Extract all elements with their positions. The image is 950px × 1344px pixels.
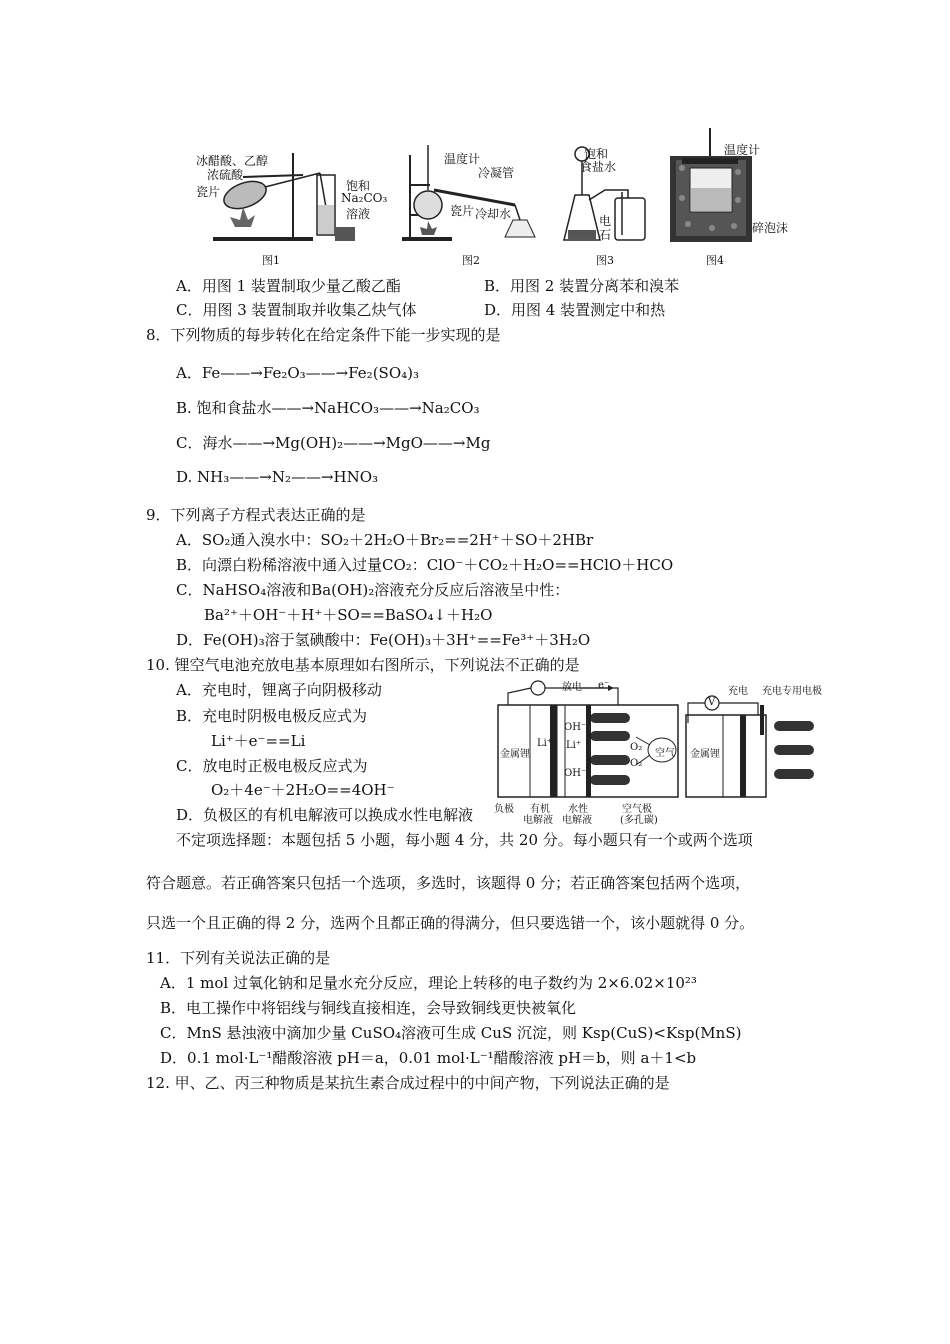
fig2-label-coolwater: 冷却水 — [475, 207, 512, 221]
battery-li-metal-label: 金属锂 — [500, 749, 530, 760]
fig1-label-na2co3: Na₂CO₃ — [341, 191, 388, 205]
battery-charge-label: 充电 — [728, 686, 748, 697]
q7-option-d: D．用图 4 装置测定中和热 — [484, 301, 666, 319]
fig1-label-porcelain: 瓷片 — [196, 185, 221, 199]
fig1-label-sat: 饱和 — [346, 179, 371, 193]
battery-neg-label: 负极 — [494, 804, 514, 815]
q8-stem: 8．下列物质的每步转化在给定条件下能一步实现的是 — [146, 326, 501, 344]
battery-o2-label-2: O₂ — [630, 758, 643, 769]
q8-option-d: D. NH₃——→N₂——→HNO₃ — [176, 468, 379, 486]
fig1-label-soln: 溶液 — [346, 207, 371, 221]
battery-porous-label: (多孔碳) — [620, 815, 658, 826]
instructions-line-1: 不定项选择题：本题包括 5 小题，每小题 4 分，共 20 分。每小题只有一个或两个选项 — [176, 831, 753, 849]
battery-o2-label-1: O₂ — [630, 742, 643, 753]
battery-electron-label: e⁻ — [598, 680, 610, 691]
q9-option-c-line2: Ba²⁺＋OH⁻＋H⁺＋SO==BaSO₄↓＋H₂O — [204, 606, 493, 624]
q9-stem: 9．下列离子方程式表达正确的是 — [146, 506, 366, 524]
fig1-label-acid: 浓硫酸 — [207, 168, 244, 182]
fig4-label-foam: 碎泡沫 — [752, 221, 789, 235]
battery-volt-label: V — [708, 697, 716, 708]
instructions-line-3: 只选一个且正确的得 2 分，选两个且都正确的得满分，但只要选错一个，该小题就得 0 分。 — [146, 914, 755, 932]
battery-air-label: 空气 — [655, 748, 675, 759]
battery-organic-label-2: 电解液 — [523, 815, 553, 826]
q10-option-b-line2: Li⁺＋e⁻==Li — [211, 732, 306, 750]
q7-option-b: B．用图 2 装置分离苯和溴苯 — [484, 277, 680, 295]
battery-discharge-label: 放电 — [562, 682, 582, 693]
instructions-line-2: 符合题意。若正确答案只包括一个选项，多选时，该题得 0 分；若正确答案包括两个选项， — [146, 874, 751, 892]
q11-option-a: A．1 mol 过氧化钠和足量水充分反应，理论上转移的电子数约为 2×6.02×10²³ — [160, 974, 697, 992]
q10-option-d: D．负极区的有机电解液可以换成水性电解液 — [176, 806, 474, 824]
battery-li-ion-label: Li⁺ — [537, 738, 553, 749]
fig4-label-thermometer: 温度计 — [724, 143, 761, 157]
fig2-label-condenser: 冷凝管 — [478, 166, 515, 180]
q8-option-b: B. 饱和食盐水——→NaHCO₃——→Na₂CO₃ — [176, 399, 480, 417]
fig3-label-brine: 食盐水 — [580, 160, 617, 174]
q9-option-a: A．SO₂通入溴水中：SO₂＋2H₂O＋Br₂==2H⁺＋SO＋2HBr — [176, 531, 594, 549]
q8-option-a: A．Fe——→Fe₂O₃——→Fe₂(SO₄)₃ — [176, 364, 420, 382]
q7-option-c: C．用图 3 装置制取并收集乙炔气体 — [176, 301, 417, 319]
q8-option-c: C．海水——→Mg(OH)₂——→MgO——→Mg — [176, 434, 491, 452]
q12-stem: 12. 甲、乙、丙三种物质是某抗生素合成过程中的中间产物，下列说法正确的是 — [146, 1074, 670, 1092]
fig1-caption: 图1 — [262, 254, 280, 267]
fig1-label-reagents: 冰醋酸、乙醇 — [196, 154, 269, 168]
q11-option-b: B．电工操作中将铝线与铜线直接相连，会导致铜线更快被氧化 — [160, 999, 577, 1017]
q9-option-b: B．向漂白粉稀溶液中通入过量CO₂：ClO⁻＋CO₂＋H₂O==HClO＋HCO — [176, 556, 674, 574]
q10-option-c-line2: O₂＋4e⁻＋2H₂O==4OH⁻ — [211, 781, 395, 799]
q11-option-c: C．MnS 悬浊液中滴加少量 CuSO₄溶液可生成 CuS 沉淀，则 Ksp(CuS)<Ksp(MnS) — [160, 1024, 742, 1042]
q11-option-d: D．0.1 mol·L⁻¹醋酸溶液 pH＝a，0.01 mol·L⁻¹醋酸溶液 pH＝b，则 a＋1<b — [160, 1049, 697, 1067]
battery-oh-label-2: OH⁻ — [564, 768, 587, 779]
q9-option-c-line1: C．NaHSO₄溶液和Ba(OH)₂溶液充分反应后溶液呈中性： — [176, 581, 570, 599]
q10-option-b-line1: B．充电时阴极电极反应式为 — [176, 707, 368, 725]
battery-charge-electrode-label: 充电专用电极 — [762, 686, 822, 697]
fig3-label-carbide1: 电 — [599, 214, 612, 228]
battery-oh-label-1: OH⁻ — [564, 722, 587, 733]
q10-option-c-line1: C．放电时正极电极反应式为 — [176, 757, 368, 775]
fig3-label-carbide2: 石 — [599, 228, 612, 242]
q10-option-a: A．充电时，锂离子向阴极移动 — [176, 681, 382, 699]
battery-aqueous-label: 水性 — [568, 804, 588, 815]
q10-stem: 10. 锂空气电池充放电基本原理如右图所示，下列说法不正确的是 — [146, 656, 580, 674]
fig3-caption: 图3 — [596, 254, 614, 267]
fig2-label-thermometer: 温度计 — [444, 152, 481, 166]
battery-li-ion-label-2: Li⁺ — [566, 740, 582, 751]
q11-stem: 11．下列有关说法正确的是 — [146, 949, 331, 967]
battery-li-metal-label-2: 金属锂 — [690, 749, 720, 760]
q7-option-a: A．用图 1 装置制取少量乙酸乙酯 — [176, 277, 401, 295]
battery-organic-label: 有机 — [530, 804, 550, 815]
battery-aqueous-label-2: 电解液 — [562, 815, 592, 826]
fig2-label-porcelain: 瓷片 — [450, 204, 475, 218]
battery-aircathode-label: 空气极 — [622, 804, 652, 815]
q9-option-d: D．Fe(OH)₃溶于氢碘酸中：Fe(OH)₃＋3H⁺==Fe³⁺＋3H₂O — [176, 631, 591, 649]
fig3-label-sat: 饱和 — [584, 147, 609, 161]
fig2-caption: 图2 — [462, 254, 480, 267]
fig4-caption: 图4 — [706, 254, 724, 267]
